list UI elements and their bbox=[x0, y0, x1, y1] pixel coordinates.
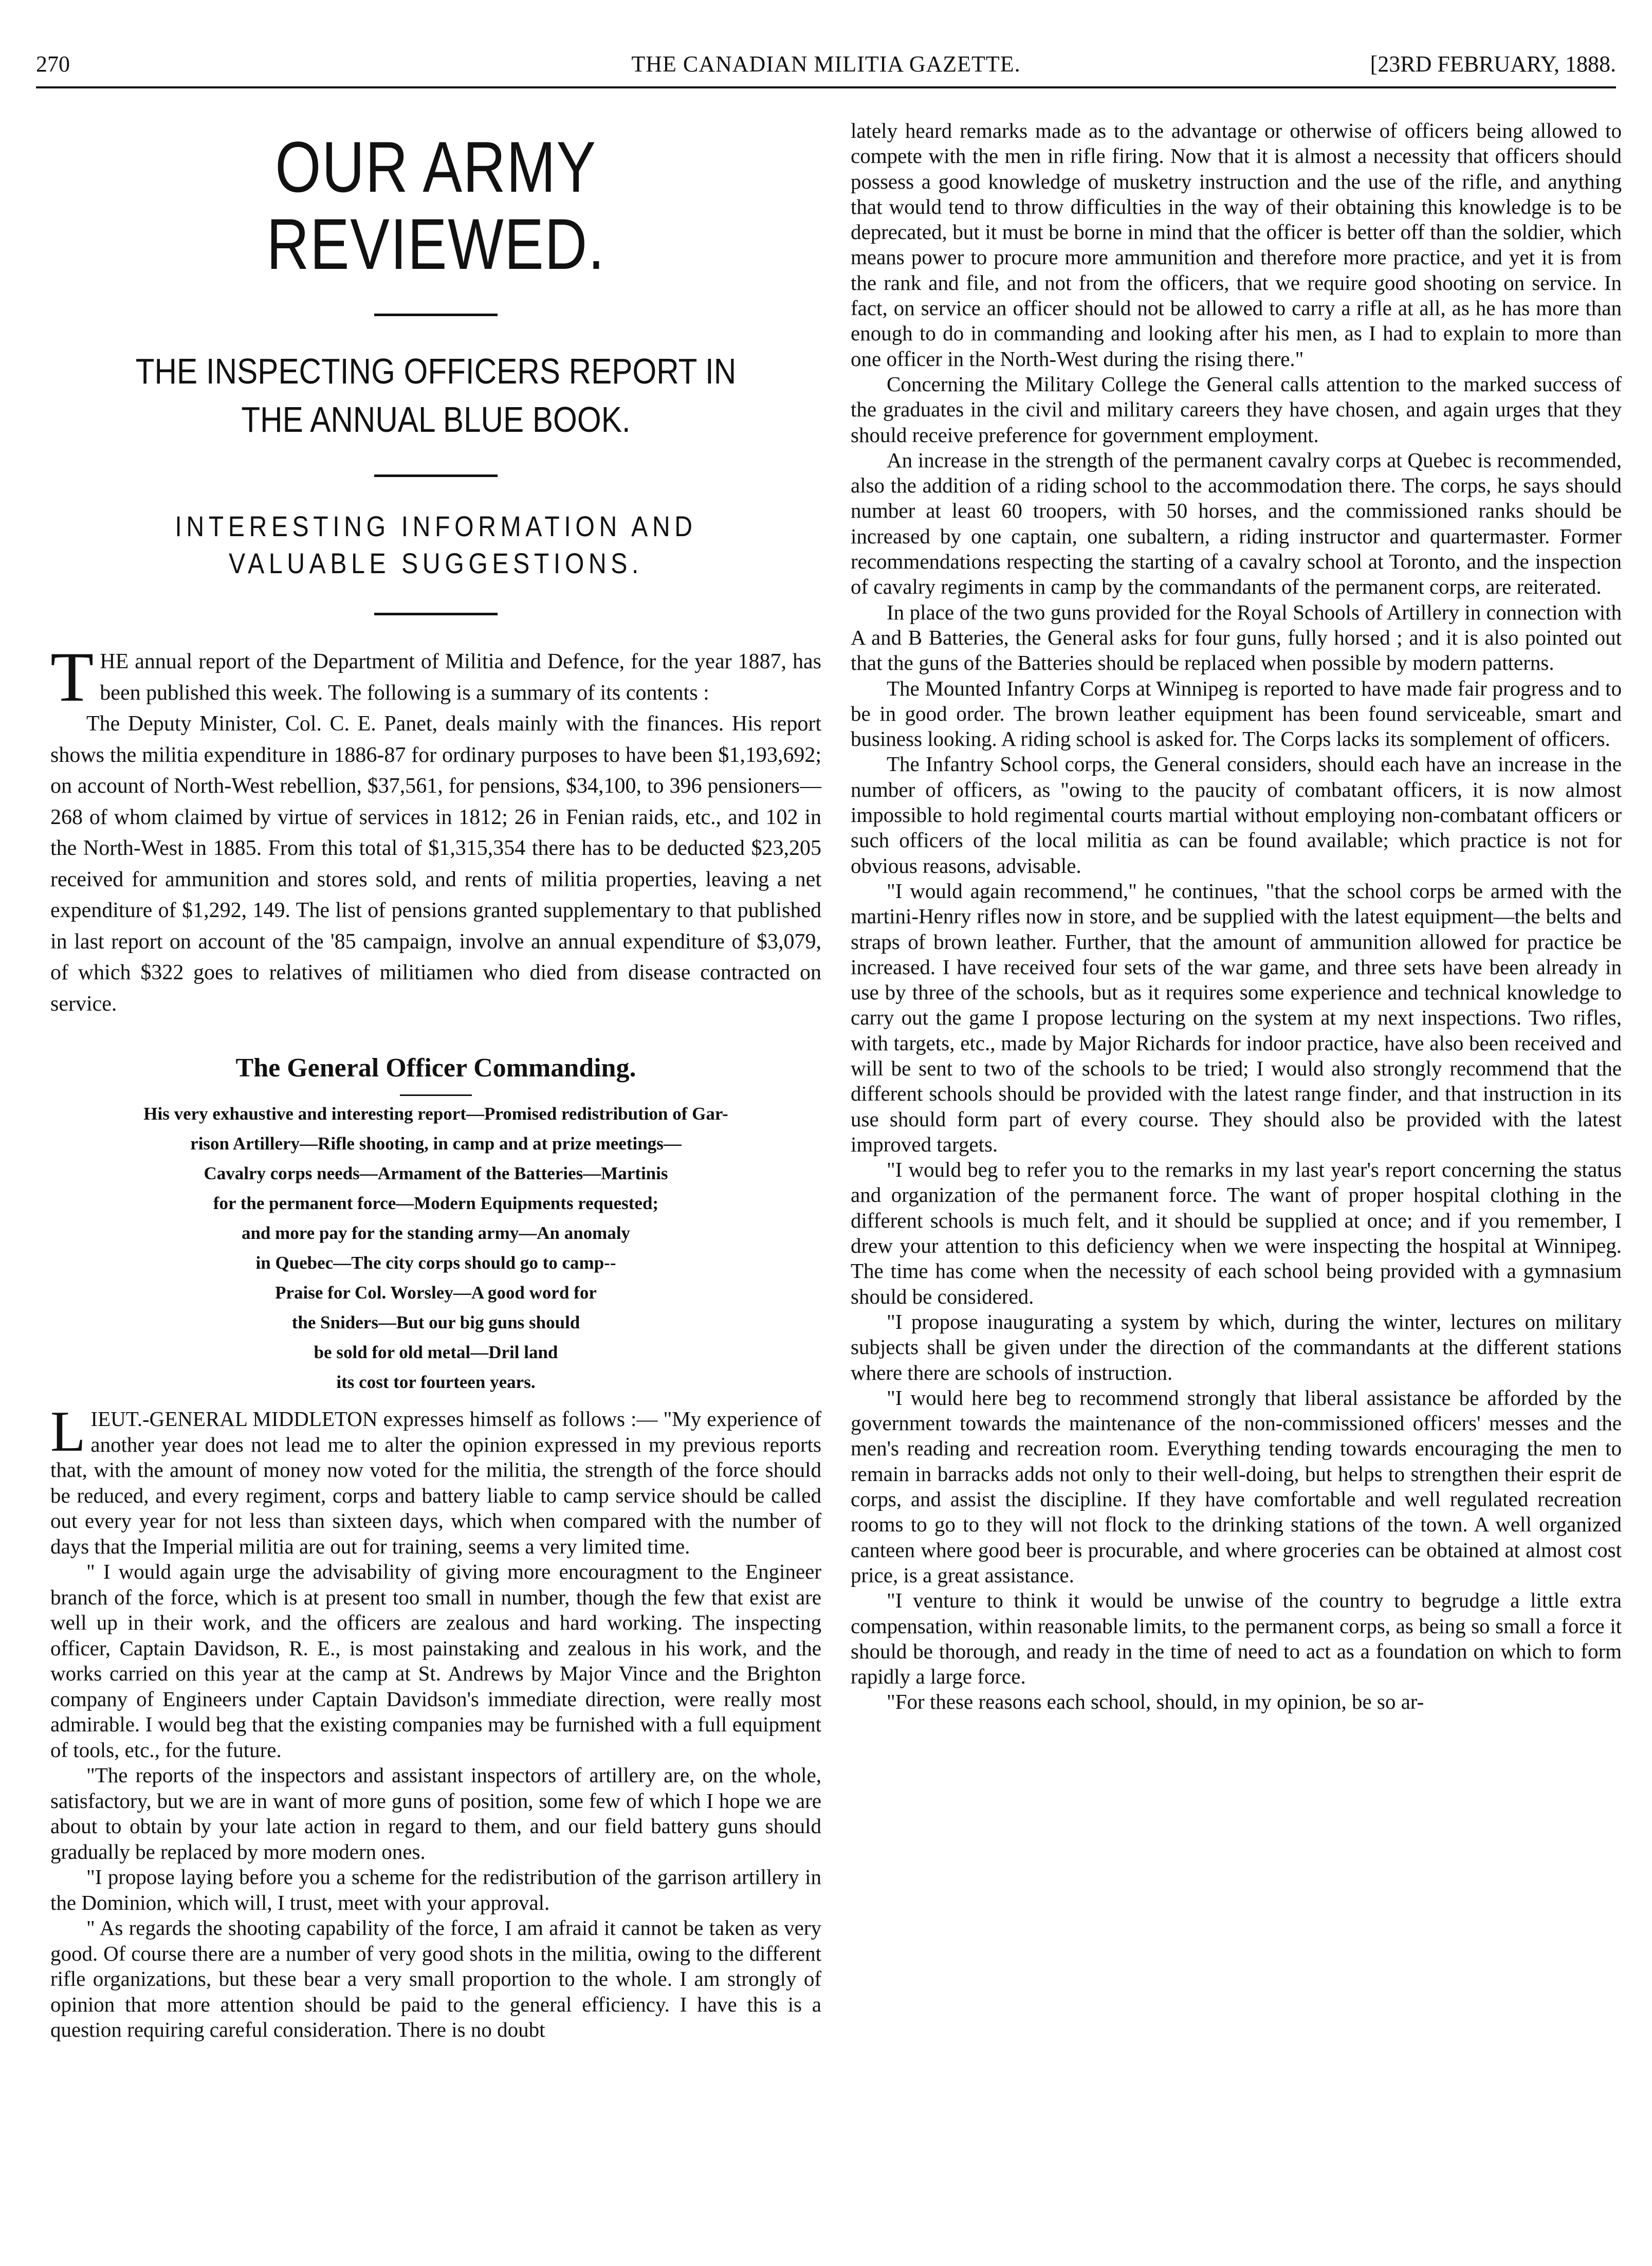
body-paragraph: Concerning the Military College the General calls attention to the marked success of the graduates in the civil and military careers they have chosen, and again urges that they should receive preference for government employment. bbox=[851, 372, 1622, 447]
divider-rule bbox=[374, 613, 498, 615]
issue-date: [23RD FEBRUARY, 1888. bbox=[1370, 51, 1616, 77]
body-paragraph: An increase in the strength of the permanent cavalry corps at Quebec is recommended, also the addition of a riding school to the accommodation there. The corps, he says should number at least 60 troopers, with 50 horses, and the commissioned ranks should be increased by one captain, one subaltern, a riding instructor and quartermaster. Former recommendations respecting the starting of a cavalry school at Toronto, and the inspection of cavalry regiments in camp by the commandants of the permanent corps, are reiterated. bbox=[851, 448, 1622, 599]
section-rule bbox=[400, 1094, 472, 1096]
body-paragraph: "I venture to think it would be unwise of the country to begrudge a little extra compensation, within reasonable limits, to the permanent corps, as being so small a force it should be thorough, and ready in the time of need to act as a foundation on which to form rapidly a large force. bbox=[851, 1588, 1622, 1689]
body-paragraph: In place of the two guns provided for the Royal Schools of Artillery in connection with A and B Batteries, the General asks for four guns, fully horsed ; and it is also pointed out that the guns of the Batteries should be replaced when possible by modern patterns. bbox=[851, 600, 1622, 675]
drop-cap: T bbox=[50, 637, 94, 716]
drop-cap: L bbox=[50, 1400, 86, 1464]
summary-line: the Sniders—But our big guns should bbox=[291, 1312, 580, 1332]
body-paragraph: "I propose inaugurating a system by which, during the winter, lectures on military subjects shall be given under the direction of the commandants at the different stations where there are schools of instruction. bbox=[851, 1309, 1622, 1384]
summary-line: Praise for Col. Worsley—A good word for bbox=[275, 1283, 597, 1303]
article-body-left bbox=[50, 1400, 821, 2043]
summary-line: Cavalry corps needs—Armament of the Batteries—Martinis bbox=[204, 1163, 668, 1183]
section-summary bbox=[50, 1099, 821, 1397]
body-paragraph: "I propose laying before you a scheme for the redistribution of the garrison artillery in the Dominion, which will, I trust, meet with your approval. bbox=[50, 1865, 821, 1914]
intro-paragraph-finances: The Deputy Minister, Col. C. E. Panet, deals mainly with the finances. His report shows the militia expenditure in 1886-87 for ordinary purposes to have been $1,193,692; on account of North-West rebellion, $37,561, for pensions, $34,100, to 396 pensioners—268 of whom claimed by virtue of services in 1812; 26 in Fenian raids, etc., and 102 in the North-West in 1885. From this total of $1,315,354 there has to be deducted $23,205 received for ammunition and stores sold, and rents of militia properties, leaving a net expenditure of $1,292, 149. The list of pensions granted supplementary to that published in last report on account of the '85 campaign, involve an annual expenditure of $3,079, of which $322 goes to relatives of militiamen who died from disease contracted on service. bbox=[50, 712, 821, 1016]
summary-line: and more pay for the standing army—An anomaly bbox=[241, 1223, 631, 1243]
body-text: IEUT.-GENERAL MIDDLETON expresses himself as follows :— "My experience of another year does not lead me to alter the opinion expressed in my previous reports that, with the amount of money now voted for the militia, the strength of the force should be reduced, and every regiment, corps and battery liable to camp service should be called out every year for not less than sixteen days, which when compared with the number of days that the Imperial militia are out for training, seems a very limited time. bbox=[50, 1407, 821, 1558]
summary-line: rison Artillery—Rifle shooting, in camp and at prize meetings— bbox=[190, 1134, 682, 1154]
summary-line: in Quebec—The city corps should go to camp-- bbox=[255, 1253, 616, 1273]
body-paragraph: "I would beg to refer you to the remarks in my last year's report concerning the status and organization of the permanent force. The want of proper hospital clothing in the different schools is much felt, and it should be supplied at once; and if you remember, I drew your attention to this deficiency when we were inspecting the hospital at Winnipeg. The time has come when the necessity of each school being provided with a gymnasium should be considered. bbox=[851, 1158, 1622, 1308]
subheadline-secondary: INTERESTING INFORMATION AND VALUABLE SUGGESTIONS. bbox=[175, 510, 697, 579]
section-heading: The General Officer Commanding. bbox=[235, 1053, 636, 1083]
header-rule bbox=[36, 86, 1616, 88]
divider-rule bbox=[374, 474, 498, 477]
left-column bbox=[50, 118, 821, 2043]
publication-title: THE CANADIAN MILITIA GAZETTE. bbox=[631, 51, 1021, 77]
body-paragraph: lately heard remarks made as to the advantage or otherwise of officers being allowed to compete with the men in rifle firing. Now that it is almost a necessity that officers should possess a good knowledge of musketry instruction and the use of the rifle, and anything that would tend to throw difficulties in the way of their obtaining this knowledge is to be deprecated, but it must be borne in mind that the officer is better off than the soldier, which means power to procure more ammunition and therefore more practice, and yet it is from the rank and file, and not from the officers, that we require good shooting on service. In fact, on service an officer should not be allowed to carry a rifle at all, as he has more than enough to do in commanding and looking after his men, as I had to explain to more than one officer in the North-West during the rising there." bbox=[851, 119, 1622, 371]
subheadline: THE INSPECTING OFFICERS REPORT IN THE ANNUAL BLUE BOOK. bbox=[135, 351, 737, 440]
body-paragraph bbox=[50, 1400, 821, 1559]
page-number: 270 bbox=[36, 51, 70, 77]
page-header bbox=[36, 49, 1616, 80]
body-paragraph: "For these reasons each school, should, in my opinion, be so ar- bbox=[887, 1690, 1424, 1714]
body-paragraph: "The reports of the inspectors and assistant inspectors of artillery are, on the whole, satisfactory, but we are in want of more guns of position, some few of which I hope we are about to obtain by your late action in regard to them, and our field battery guns should gradually be replaced by more modern ones. bbox=[50, 1763, 821, 1863]
headline: OUR ARMY REVIEWED. bbox=[266, 126, 605, 284]
body-paragraph: The Mounted Infantry Corps at Winnipeg is reported to have made fair progress and to be in good order. The brown leather equipment has been found serviceable, smart and business looking. A riding school is asked for. The Corps lacks its somplement of officers. bbox=[851, 676, 1622, 751]
summary-line: His very exhaustive and interesting report—Promised redistribution of Gar- bbox=[143, 1104, 728, 1124]
summary-line: be sold for old metal—Dril land bbox=[314, 1342, 558, 1362]
right-column bbox=[851, 118, 1622, 1715]
intro-paragraph bbox=[50, 637, 821, 716]
summary-line: its cost tor fourteen years. bbox=[336, 1372, 536, 1392]
body-paragraph: " As regards the shooting capability of the force, I am afraid it cannot be taken as very good. Of course there are a number of very good shots in the militia, owing to the different rifle organizations, but these bear a very small proportion to the whole. I am strongly of opinion that more attention should be paid to the general efficiency. I have this is a question requiring careful consideration. There is no doubt bbox=[50, 1916, 821, 2041]
summary-line: for the permanent force—Modern Equipments requested; bbox=[213, 1193, 659, 1213]
body-paragraph: The Infantry School corps, the General considers, should each have an increase in the number of officers, as "owing to the paucity of combatant officers, it is now almost impossible to hold regimental courts martial without employing non-combatant officers or such officers of the local militia as can be found available; which practice is not for obvious reasons, advisable. bbox=[851, 752, 1622, 878]
intro-text: HE annual report of the Department of Militia and Defence, for the year 1887, has been published this week. The following is a summary of its contents : bbox=[100, 650, 821, 705]
body-paragraph: " I would again urge the advisability of giving more encouragment to the Engineer branch of the force, which is at present too small in number, though the few that exist are well up in their work, and the officers are zealous and hard working. The inspecting officer, Captain Davidson, R. E., is most painstaking and zealous in his work, and the works carried on this year at the camp at St. Andrews by Major Vince and the Brighton company of Engineers under Captain Davidson's immediate direction, were really most admirable. I would beg that the existing companies may be furnished with a full equipment of tools, etc., for the future. bbox=[50, 1560, 821, 1762]
divider-rule bbox=[374, 314, 498, 316]
body-paragraph: "I would again recommend," he continues, "that the school corps be armed with the martini-Henry rifles now in store, and be supplied with the latest equipment—the belts and straps of brown leather. Further, that the amount of ammunition allowed for practice be increased. I have received four sets of the war game, and three sets have been already in use by three of the schools, but as it requires some experience and technical knowledge to carry out the game I propose lecturing on the system at my next inspections. Two rifles, with targets, etc., made by Major Richards for indoor practice, have also been received and will be sent to two of the schools to be tried; I would also strongly recommend that the different schools should be provided with the latest range finder, and that instruction in its use should form part of every course. They should also be provided with the latest improved targets. bbox=[851, 879, 1622, 1156]
intro-section bbox=[50, 637, 821, 1019]
body-paragraph: "I would here beg to recommend strongly that liberal assistance be afforded by the government towards the maintenance of the non-commissioned officers' messes and the men's reading and recreation room. Everything tending towards encouraging the men to remain in barracks adds not only to their well-doing, but helps to strengthen their esprit de corps, and assist the discipline. If they have comfortable and well regulated recreation rooms to go to they will not flock to the drinking stations of the town. A well organized canteen where good beer is procurable, and where groceries can be obtained at almost cost price, is a great assistance. bbox=[851, 1385, 1622, 1587]
